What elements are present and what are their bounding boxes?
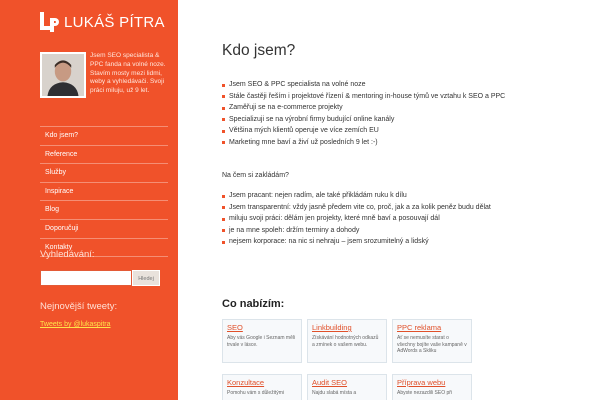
- service-card-konzultace[interactable]: [222, 374, 302, 400]
- portrait-image: [42, 54, 84, 96]
- nav-item-kontakty[interactable]: Kontakty: [40, 239, 168, 258]
- sidebar: [0, 0, 178, 400]
- service-title[interactable]: Konzultace: [227, 378, 265, 387]
- values-intro: Na čem si zakládám?: [222, 172, 289, 179]
- service-title[interactable]: SEO: [227, 323, 243, 332]
- nav-item-doporucuji[interactable]: Doporučuji: [40, 220, 168, 239]
- list-item: Stále častěji řeším i projektové řízení & mentoring in-house týmů ve vztahu k SEO a PPC: [222, 91, 505, 103]
- site-name: LUKÁŠ PÍTRA: [64, 13, 165, 31]
- service-card-seo[interactable]: [222, 319, 302, 363]
- list-item: Jsem pracant: nejen radím, ale také přikládám ruku k dílu: [222, 190, 491, 202]
- service-card-ppc[interactable]: [392, 319, 472, 363]
- service-title[interactable]: Linkbuilding: [312, 323, 352, 332]
- list-item: Většina mých klientů operuje ve více zemích EU: [222, 125, 505, 137]
- tweets-heading: Nejnovější tweety:: [40, 301, 118, 312]
- about-list: [222, 79, 505, 149]
- service-card-linkbuilding[interactable]: [307, 319, 387, 363]
- nav-item-reference[interactable]: Reference: [40, 146, 168, 165]
- offer-heading: Co nabízím:: [222, 298, 285, 310]
- site-logo[interactable]: [40, 12, 165, 32]
- service-card-audit-seo[interactable]: [307, 374, 387, 400]
- service-desc: Aby vás Google i Seznam měli trvale v lásce.: [227, 335, 296, 348]
- search-button[interactable]: Hledej: [132, 270, 160, 286]
- service-card-priprava-webu[interactable]: [392, 374, 472, 400]
- service-desc: Ať se nemusíte starat o všechny bojíte vaše kampaně v AdWords a Skliku: [397, 335, 467, 354]
- list-item: miluju svoji práci: dělám jen projekty, které mně baví a posouvají dál: [222, 213, 491, 225]
- main-nav: [40, 126, 168, 257]
- nav-item-kdo-jsem[interactable]: Kdo jsem?: [40, 127, 168, 146]
- tweets-link[interactable]: Tweets by @lukaspitra: [40, 321, 111, 328]
- service-desc: Najdu slabá místa a: [312, 390, 357, 396]
- nav-item-sluzby[interactable]: Služby: [40, 164, 168, 183]
- service-desc: Pomohu vám s důležitými: [227, 390, 284, 396]
- list-item: Jsem SEO & PPC specialista na volné noze: [222, 79, 505, 91]
- list-item: Specializuji se na výrobní firmy budující online kanály: [222, 114, 505, 126]
- search-heading: Vyhledávání:: [40, 249, 95, 260]
- avatar: [40, 52, 86, 98]
- main-content: [222, 0, 592, 400]
- values-list: [222, 190, 491, 248]
- service-title[interactable]: PPC reklama: [397, 323, 442, 332]
- search-input[interactable]: [40, 270, 132, 286]
- service-desc: Získávání hodnotných odkazů a zmínek o vašem webu.: [312, 335, 379, 348]
- list-item: Jsem transparentní: vždy jasně předem vite co, proč, jak a za kolik peněz budu dělat: [222, 202, 491, 214]
- service-title[interactable]: Příprava webu: [397, 378, 446, 387]
- bio-text: Jsem SEO specialista & PPC fanda na volné noze. Stavím mosty mezi lidmi, weby a vyhledávači. Svoji práci miluju, už 9 let.: [90, 52, 166, 95]
- nav-item-inspirace[interactable]: Inspirace: [40, 183, 168, 202]
- lp-logo-icon: [40, 12, 60, 32]
- service-title[interactable]: Audit SEO: [312, 378, 348, 387]
- nav-item-blog[interactable]: Blog: [40, 201, 168, 220]
- page-title: Kdo jsem?: [222, 42, 296, 59]
- service-desc: Abyste nezazdili SEO při: [397, 390, 453, 396]
- list-item: nejsem korporace: na nic si nehraju – jsem srozumitelný a lidský: [222, 236, 491, 248]
- list-item: Zaměřuji se na e-commerce projekty: [222, 102, 505, 114]
- list-item: Marketing mne baví a živí už posledních 9 let :-): [222, 137, 505, 149]
- list-item: je na mne spoleh: držím terminy a dohody: [222, 225, 491, 237]
